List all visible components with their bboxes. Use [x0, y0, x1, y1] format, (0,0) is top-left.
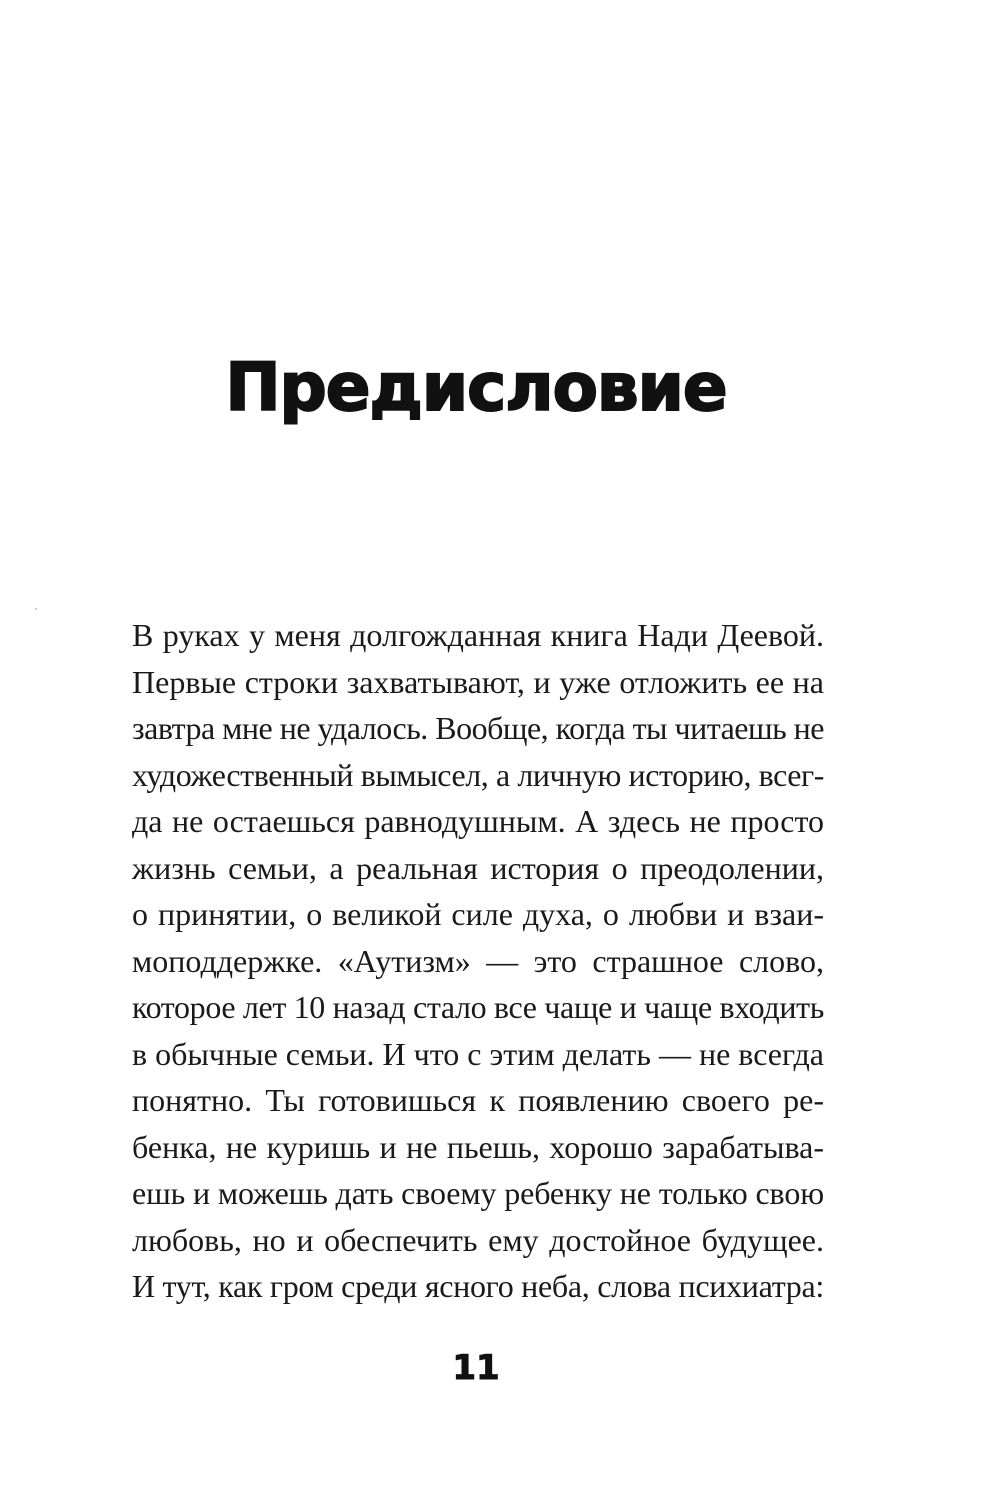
text-line: И тут, как гром среди ясного неба, слова психиатра:: [132, 1268, 824, 1304]
text-line: Первые строки захватывают, и уже отложить ее на: [132, 663, 824, 700]
text-line: в обычные семьи. И что с этим делать — не всегда: [132, 1035, 824, 1072]
text-line: жизнь семьи, а реальная история о преодолении,: [132, 849, 824, 886]
text-line: моподдержке. «Аутизм» — это страшное слово,: [132, 942, 824, 979]
scan-speck: [35, 608, 37, 610]
chapter-title: Предисловие: [225, 349, 727, 426]
text-line: художественный вымысел, а личную историю, всег-: [132, 756, 824, 793]
text-line: бенка, не куришь и не пьешь, хорошо зарабатыва-: [132, 1128, 824, 1165]
body-paragraph: [132, 612, 824, 1310]
text-line: которое лет 10 назад стало все чаще и чаще входить: [132, 989, 824, 1025]
text-line: да не остаешься равнодушным. А здесь не просто: [132, 803, 824, 839]
text-line: ешь и можешь дать своему ребенку не только свою: [132, 1175, 824, 1211]
page-number: 11: [452, 1348, 500, 1388]
text-line: понятно. Ты готовишься к появлению своего ре-: [132, 1082, 824, 1118]
text-line: любовь, но и обеспечить ему достойное будущее.: [132, 1221, 824, 1258]
text-line: завтра мне не удалось. Вообще, когда ты читаешь не: [132, 710, 824, 746]
text-line: о принятии, о великой силе духа, о любви и взаи-: [132, 896, 824, 932]
text-line: В руках у меня долгожданная книга Нади Деевой.: [132, 617, 824, 653]
